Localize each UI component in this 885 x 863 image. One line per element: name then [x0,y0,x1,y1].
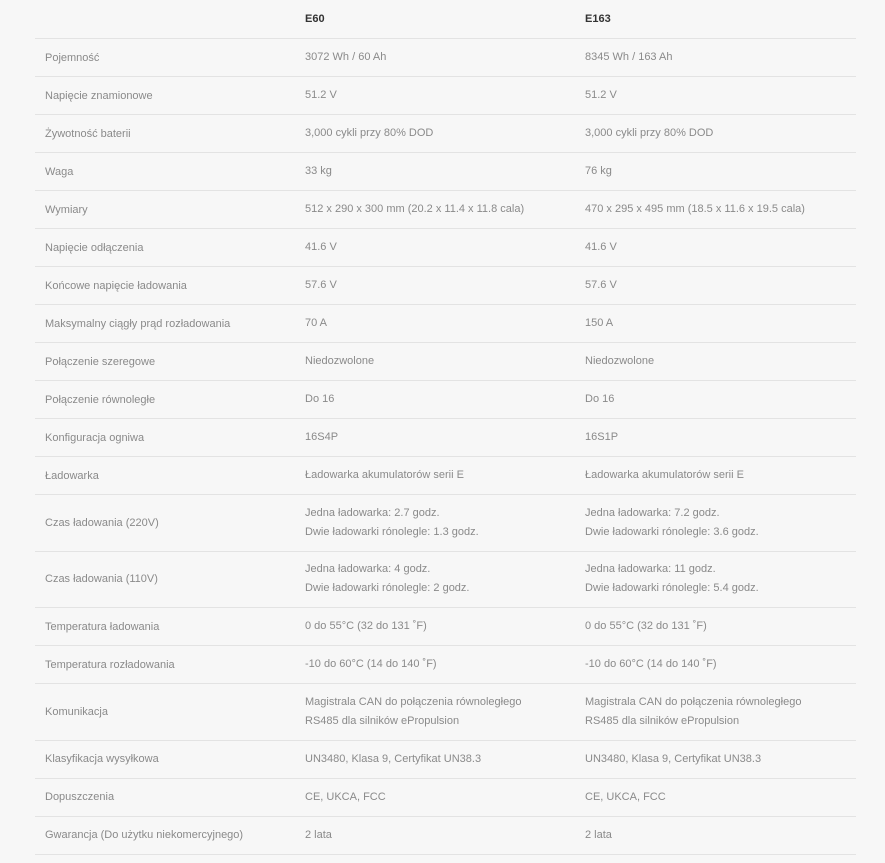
e163-value: 8345 Wh / 163 Ah [585,51,673,63]
row-label: Gwarancja (Do użytku niekomercyjnego) [45,829,244,841]
e60-value: 512 x 290 x 300 mm (20.2 x 11.4 x 11.8 cala) [305,203,525,215]
row-label: Czas ładowania (220V) [45,516,159,529]
e60-value-cell [295,48,575,67]
e163-value: 150 A [585,317,614,329]
e60-value-cell [295,826,575,845]
e60-value-cell [295,238,575,257]
e163-value-cell [575,162,856,181]
e163-value: Do 16 [585,393,615,405]
table-row [35,608,856,646]
row-label: Waga [45,165,74,178]
e60-value-cell [295,750,575,769]
row-label: Czas ładowania (110V) [45,573,158,586]
e60-value: 57.6 V [305,279,337,291]
e163-value-cell [575,352,856,371]
e60-value-cell [295,200,575,219]
e163-value: Dwie ładowarki rónolegle: 3.6 godz. [585,525,759,538]
e60-value: 0 do 55°C (32 do 131 ˚F) [305,620,427,632]
row-label: Pojemność [45,51,100,64]
row-label: Klasyfikacja wysyłkowa [45,753,159,765]
e60-value-cell [295,466,575,485]
e60-value: Ładowarka akumulatorów serii E [305,469,464,481]
e60-value: 51.2 V [305,89,337,101]
table-row [35,646,856,684]
header-col-e60: E60 [305,12,325,25]
e163-value-cell [575,86,856,105]
table-row [35,817,856,855]
table-row [35,229,856,267]
row-label: Maksymalny ciągły prąd rozładowania [45,317,231,330]
table-row [35,77,856,115]
table-row [35,684,856,741]
e60-value-cell [295,390,575,409]
table-row [35,343,856,381]
e60-value-cell [295,124,575,143]
e60-value-cell [295,788,575,807]
e60-value: 3,000 cykli przy 80% DOD [305,127,434,139]
e60-value: Do 16 [305,393,335,405]
e60-value: UN3480, Klasa 9, Certyfikat UN38.3 [305,752,482,765]
e60-value-cell [295,655,575,674]
spec-table [35,0,856,855]
table-row [35,381,856,419]
table-row [35,419,856,457]
e163-value: 76 kg [585,165,612,177]
e163-value: 3,000 cykli przy 80% DOD [585,127,714,139]
e60-value-cell [295,276,575,295]
e163-value: 51.2 V [585,89,617,101]
e60-value: Dwie ładowarki rónolegle: 1.3 godz. [305,525,479,538]
e163-value: 16S1P [585,431,619,443]
e163-value-cell [575,390,856,409]
row-label: Końcowe napięcie ładowania [45,279,187,292]
table-row [35,191,856,229]
row-label: Wymiary [45,203,88,216]
e60-value: 41.6 V [305,241,337,253]
e163-value-cell [575,276,856,295]
table-row [35,39,856,77]
e60-value: 2 lata [305,828,332,841]
table-row [35,741,856,779]
e163-value: Magistrala CAN do połączenia równoległego [585,695,802,708]
row-label: Temperatura rozładowania [45,658,175,671]
e163-value-cell [575,200,856,219]
row-label: Konfiguracja ogniwa [45,431,145,444]
e60-value-cell [295,352,575,371]
header-col-e163: E163 [585,12,611,25]
table-row [35,495,856,552]
e163-value: Jedna ładowarka: 7.2 godz. [585,506,720,519]
e163-value-cell [575,826,856,845]
e60-value-cell [295,314,575,333]
e60-value: Niedozwolone [305,355,375,367]
e163-value-cell [575,428,856,447]
row-label: Komunikacja [45,705,108,718]
e163-value: 2 lata [585,828,612,841]
e163-value-cell [575,48,856,67]
table-row [35,267,856,305]
e163-value-cell [575,655,856,674]
e163-value-cell [575,693,856,731]
row-label: Ładowarka [45,469,99,482]
row-label: Żywotność baterii [45,127,131,140]
row-label: Połączenie równoległe [45,393,156,406]
row-label: Połączenie szeregowe [45,355,156,368]
e163-value: 57.6 V [585,279,617,291]
e163-value: RS485 dla silników ePropulsion [585,714,740,727]
e163-value: Ładowarka akumulatorów serii E [585,469,744,481]
table-row [35,115,856,153]
e163-value: -10 do 60°C (14 do 140 ˚F) [585,658,717,670]
e163-value-cell [575,504,856,542]
e163-value: Dwie ładowarki rónolegle: 5.4 godz. [585,582,759,595]
e163-value: 470 x 295 x 495 mm (18.5 x 11.6 x 19.5 cala) [585,203,805,215]
e60-value-cell [295,617,575,636]
row-label: Temperatura ładowania [45,620,160,633]
table-body [35,39,856,855]
e163-value-cell [575,466,856,485]
table-row [35,153,856,191]
e163-value: 0 do 55°C (32 do 131 ˚F) [585,620,707,632]
e163-value: Jedna ładowarka: 11 godz. [585,563,716,576]
e163-value-cell [575,750,856,769]
e60-value-cell [295,504,575,542]
e60-value-cell [295,428,575,447]
table-row [35,457,856,495]
e163-value-cell [575,238,856,257]
e60-value: 70 A [305,317,328,329]
e60-value: -10 do 60°C (14 do 140 ˚F) [305,658,437,670]
e163-value-cell [575,788,856,807]
e163-value: UN3480, Klasa 9, Certyfikat UN38.3 [585,752,762,765]
row-label: Dopuszczenia [45,791,115,803]
row-label: Napięcie odłączenia [45,241,144,254]
e60-value: 33 kg [305,165,332,177]
e60-value: CE, UKCA, FCC [305,790,386,803]
e60-value: 3072 Wh / 60 Ah [305,51,387,63]
e60-value: Jedna ładowarka: 2.7 godz. [305,506,440,519]
row-label: Napięcie znamionowe [45,89,153,102]
e60-value: Dwie ładowarki rónolegle: 2 godz. [305,582,470,595]
e60-value-cell [295,693,575,731]
e60-value-cell [295,560,575,598]
e163-value-cell [575,617,856,636]
e163-value: 41.6 V [585,241,617,253]
table-row [35,779,856,817]
e60-value: Jedna ładowarka: 4 godz. [305,563,431,576]
e163-value: CE, UKCA, FCC [585,790,666,803]
e163-value-cell [575,314,856,333]
e60-value-cell [295,86,575,105]
table-header [35,0,856,39]
e163-value-cell [575,124,856,143]
table-row [35,552,856,609]
e60-value: Magistrala CAN do połączenia równoległego [305,695,522,708]
e163-value: Niedozwolone [585,355,655,367]
e60-value-cell [295,162,575,181]
e163-value-cell [575,560,856,598]
e60-value: RS485 dla silników ePropulsion [305,714,460,727]
table-row [35,305,856,343]
e60-value: 16S4P [305,431,339,443]
